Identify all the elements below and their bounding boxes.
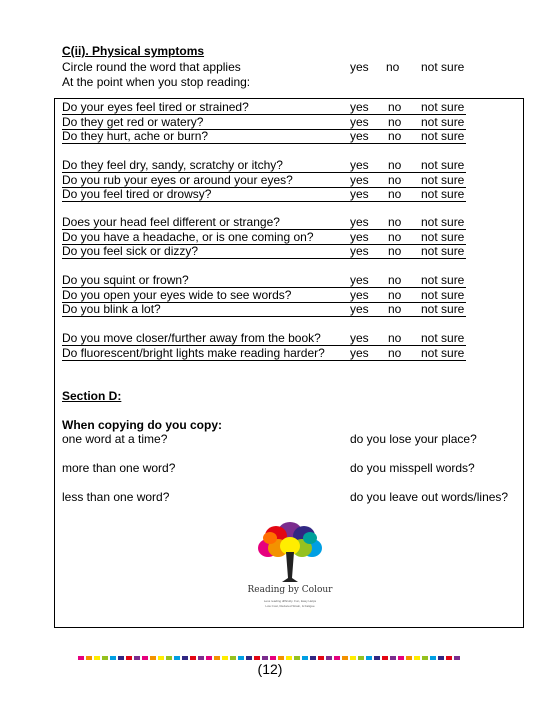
question-text: Do you feel sick or dizzy? [62,244,199,258]
question-text: Do you move closer/further away from the book? [62,331,321,345]
strip-dash [310,656,316,660]
copy-option-left-3[interactable]: less than one word? [62,490,170,504]
answer-row-underline [62,143,466,144]
answer-yes[interactable]: yes [350,215,369,229]
section-d-title: Section D: [62,389,122,403]
section-title: C(ii). Physical symptoms [62,44,205,58]
question-text: Do you squint or frown? [62,273,189,287]
answer-yes[interactable]: yes [350,345,369,360]
strip-dash [398,656,404,660]
answer-no[interactable]: no [388,215,402,229]
strip-dash [294,656,300,660]
answer-not-sure[interactable]: not sure [421,345,465,360]
decorative-colour-strip [78,656,462,660]
strip-dash [142,656,148,660]
answer-no[interactable]: no [388,100,402,114]
strip-dash [94,656,100,660]
answer-yes[interactable]: yes [350,331,369,345]
strip-dash [118,656,124,660]
answer-row-underline [62,201,466,202]
strip-dash [182,656,188,660]
strip-dash [246,656,252,660]
strip-dash [190,656,196,660]
question-text: Do they get red or watery? [62,114,204,129]
answer-row-underline [62,316,466,317]
question-text: Do fluorescent/bright lights make reading harder? [62,345,325,360]
answer-not-sure[interactable]: not sure [421,172,465,187]
copy-option-left-2[interactable]: more than one word? [62,461,176,475]
strip-dash [230,656,236,660]
answer-no[interactable]: no [388,172,402,187]
answer-no[interactable]: no [388,229,402,244]
question-text: Do you open your eyes wide to see words? [62,287,292,302]
answer-not-sure[interactable]: not sure [421,302,465,316]
strip-dash [110,656,116,660]
answer-not-sure[interactable]: not sure [421,100,465,114]
tree-leaves-icon [258,522,322,557]
strip-dash [334,656,340,660]
strip-dash [278,656,284,660]
question-text: Do your eyes feel tired or strained? [62,100,249,114]
answer-yes[interactable]: yes [350,244,369,258]
answer-yes[interactable]: yes [350,114,369,129]
answer-not-sure[interactable]: not sure [421,187,465,201]
answer-not-sure[interactable]: not sure [421,158,465,172]
answer-no[interactable]: no [388,345,402,360]
answer-row-underline [62,360,466,361]
answer-yes[interactable]: yes [350,187,369,201]
strip-dash [126,656,132,660]
strip-dash [158,656,164,660]
logo-tagline-1: Less reading difficulty. Fun, Easy Helps [263,599,317,603]
strip-dash [254,656,260,660]
answer-not-sure[interactable]: not sure [421,215,465,229]
strip-dash [222,656,228,660]
strip-dash [390,656,396,660]
answer-yes[interactable]: yes [350,158,369,172]
strip-dash [454,656,460,660]
strip-dash [382,656,388,660]
strip-dash [414,656,420,660]
strip-dash [238,656,244,660]
strip-dash [198,656,204,660]
logo-tagline-2: Low Cost, Reduced Strain, & Fatigue [265,604,315,608]
reading-by-colour-logo [240,518,340,628]
answer-yes[interactable]: yes [350,302,369,316]
strip-dash [446,656,452,660]
answer-not-sure[interactable]: not sure [421,244,465,258]
column-header-not-sure: not sure [421,60,465,74]
answer-no[interactable]: no [388,129,402,143]
strip-dash [78,656,84,660]
strip-dash [262,656,268,660]
answer-no[interactable]: no [388,302,402,316]
question-text: Do you blink a lot? [62,302,161,316]
answer-yes[interactable]: yes [350,129,369,143]
strip-dash [86,656,92,660]
answer-yes[interactable]: yes [350,229,369,244]
strip-dash [326,656,332,660]
copy-option-right-3[interactable]: do you leave out words/lines? [350,490,509,504]
strip-dash [214,656,220,660]
strip-dash [134,656,140,660]
copying-heading: When copying do you copy: [62,418,222,432]
strip-dash [422,656,428,660]
answer-not-sure[interactable]: not sure [421,229,465,244]
strip-dash [206,656,212,660]
copy-option-right-2[interactable]: do you misspell words? [350,461,475,475]
strip-dash [366,656,372,660]
answer-no[interactable]: no [388,331,402,345]
question-text: Does your head feel different or strange? [62,215,280,229]
answer-not-sure[interactable]: not sure [421,273,465,287]
answer-no[interactable]: no [388,187,402,201]
copy-option-right-1[interactable]: do you lose your place? [350,432,477,446]
instruction-line-2: At the point when you stop reading: [62,75,251,89]
question-text: Do you have a headache, or is one coming on? [62,229,314,244]
answer-yes[interactable]: yes [350,273,369,287]
answer-yes[interactable]: yes [350,287,369,302]
copy-option-left-1[interactable]: one word at a time? [62,432,168,446]
child-figure-icon [288,568,293,573]
strip-dash [406,656,412,660]
column-header-no: no [386,60,400,74]
answer-no[interactable]: no [388,244,402,258]
answer-no[interactable]: no [388,158,402,172]
answer-no[interactable]: no [388,114,402,129]
question-text: Do they hurt, ache or burn? [62,129,209,143]
logo-brand-text: Reading by Colour [247,585,333,595]
answer-no[interactable]: no [388,273,402,287]
question-text: Do you feel tired or drowsy? [62,187,212,201]
strip-dash [102,656,108,660]
answer-not-sure[interactable]: not sure [421,287,465,302]
strip-dash [318,656,324,660]
answer-not-sure[interactable]: not sure [421,129,465,143]
strip-dash [374,656,380,660]
page-number: (12) [257,661,283,677]
answer-row-underline [62,258,466,259]
answer-not-sure[interactable]: not sure [421,331,465,345]
answer-yes[interactable]: yes [350,100,369,114]
answer-not-sure[interactable]: not sure [421,114,465,129]
strip-dash [342,656,348,660]
strip-dash [166,656,172,660]
answer-yes[interactable]: yes [350,172,369,187]
question-text: Do you rub your eyes or around your eyes? [62,172,293,187]
strip-dash [150,656,156,660]
tree-trunk-icon [282,552,298,582]
column-header-yes: yes [350,60,369,74]
strip-dash [430,656,436,660]
strip-dash [286,656,292,660]
strip-dash [438,656,444,660]
question-text: Do they feel dry, sandy, scratchy or itchy? [62,158,283,172]
strip-dash [270,656,276,660]
strip-dash [174,656,180,660]
strip-dash [302,656,308,660]
strip-dash [358,656,364,660]
strip-dash [350,656,356,660]
answer-no[interactable]: no [388,287,402,302]
instruction-line-1: Circle round the word that applies [62,60,241,74]
